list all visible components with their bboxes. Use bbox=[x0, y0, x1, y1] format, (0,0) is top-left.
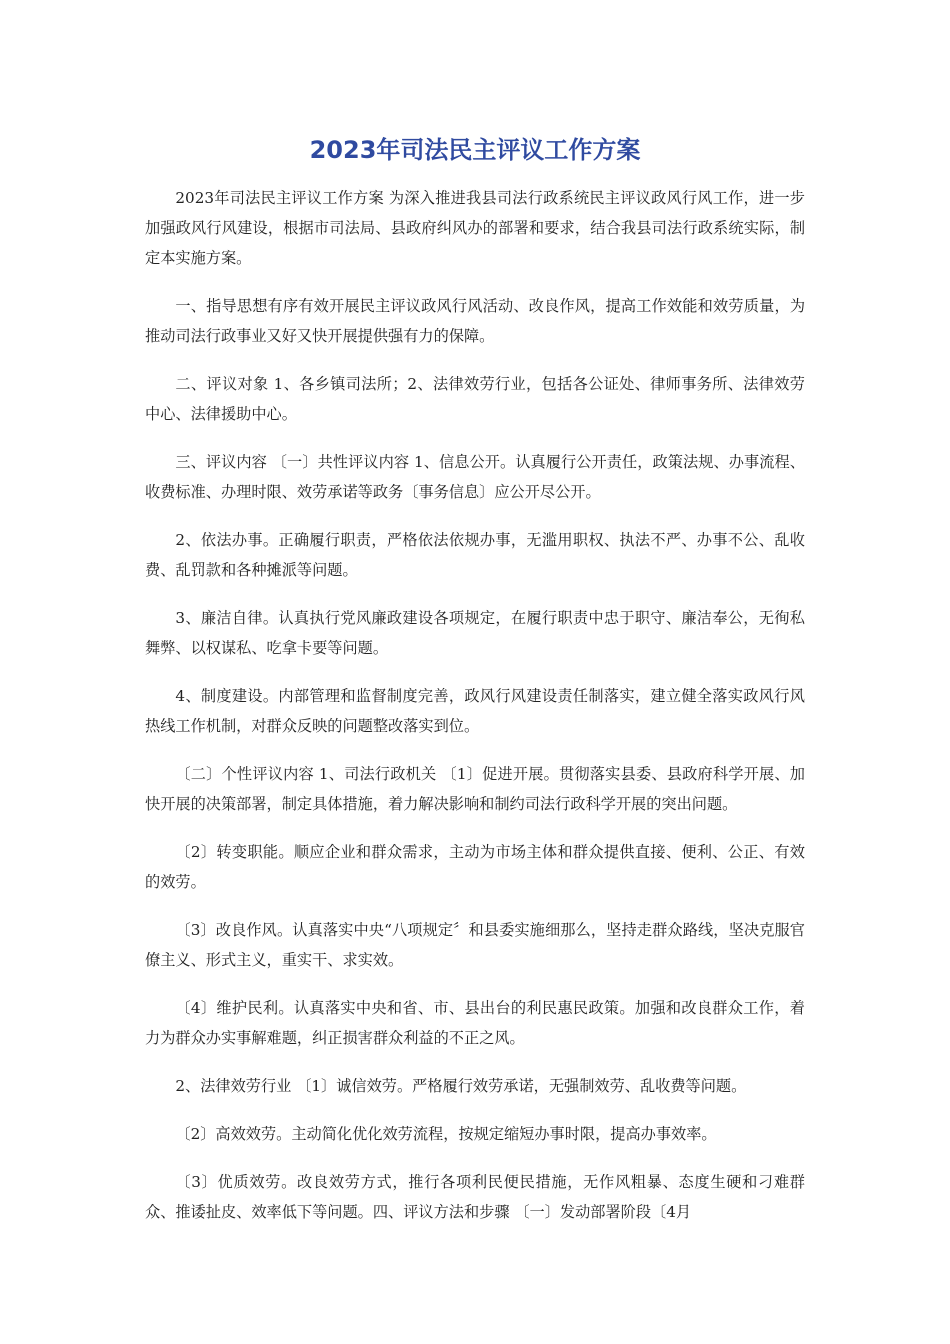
paragraph-integrity: 3、廉洁自律。认真执行党风廉政建设各项规定，在履行职责中忠于职守、廉洁奉公，无徇私舞弊、以权谋私、吃拿卡要等问题。 bbox=[145, 609, 805, 657]
paragraph-lawful-conduct: 2、依法办事。正确履行职责，严格依法依规办事，无滥用职权、执法不严、办事不公、乱收费、乱罚款和各种摊派等问题。 bbox=[145, 531, 805, 579]
paragraph-transform-functions: 〔2〕转变职能。顺应企业和群众需求，主动为市场主体和群众提供直接、便利、公正、有效的效劳。 bbox=[145, 843, 805, 891]
paragraph-individual-content: 〔二〕个性评议内容 1、司法行政机关 〔1〕促进开展。贯彻落实县委、县政府科学开展、加快开展的决策部署，制定具体措施，着力解决影响和制约司法行政科学开展的突出问题。 bbox=[145, 765, 805, 813]
paragraph-legal-services: 2、法律效劳行业 〔1〕诚信效劳。严格履行效劳承诺，无强制效劳、乱收费等问题。 bbox=[175, 1077, 747, 1095]
paragraph-guiding-ideology: 一、指导思想有序有效开展民主评议政风行风活动、改良作风，提高工作效能和效劳质量，为推动司法行政事业又好又快开展提供强有力的保障。 bbox=[145, 297, 805, 345]
paragraph-protect-interests: 〔4〕维护民利。认真落实中央和省、市、县出台的利民惠民政策。加强和改良群众工作，着力为群众办实事解难题，纠正损害群众利益的不正之风。 bbox=[145, 999, 805, 1047]
paragraph-improve-style: 〔3〕改良作风。认真落实中央“八项规定〞和县委实施细那么，坚持走群众路线，坚决克服官僚主义、形式主义，重实干、求实效。 bbox=[145, 921, 805, 969]
paragraph-efficient-service: 〔2〕高效效劳。主动简化优化效劳流程，按规定缩短办事时限，提高办事效率。 bbox=[175, 1125, 717, 1143]
document-body bbox=[145, 183, 805, 1245]
paragraph-intro: 2023年司法民主评议工作方案 为深入推进我县司法行政系统民主评议政风行风工作，进一步加强政风行风建设，根据市司法局、县政府纠风办的部署和要求，结合我县司法行政系统实际，制定本实施方案。 bbox=[145, 189, 805, 267]
paragraph-system-building: 4、制度建设。内部管理和监督制度完善，政风行风建设责任制落实，建立健全落实政风行风热线工作机制，对群众反映的问题整改落实到位。 bbox=[145, 687, 805, 735]
document-title: 2023年司法民主评议工作方案 bbox=[309, 136, 641, 164]
paragraph-evaluation-content: 三、评议内容 〔一〕共性评议内容 1、信息公开。认真履行公开责任，政策法规、办事流程、收费标准、办理时限、效劳承诺等政务〔事务信息〕应公开尽公开。 bbox=[145, 453, 805, 501]
paragraph-evaluation-targets: 二、评议对象 1、各乡镇司法所；2、法律效劳行业，包括各公证处、律师事务所、法律效劳中心、法律援助中心。 bbox=[145, 375, 805, 423]
paragraph-quality-service: 〔3〕优质效劳。改良效劳方式，推行各项利民便民措施，无作风粗暴、态度生硬和刁难群众、推诿扯皮、效率低下等问题。四、评议方法和步骤 〔一〕发动部署阶段〔4月 bbox=[145, 1173, 805, 1221]
